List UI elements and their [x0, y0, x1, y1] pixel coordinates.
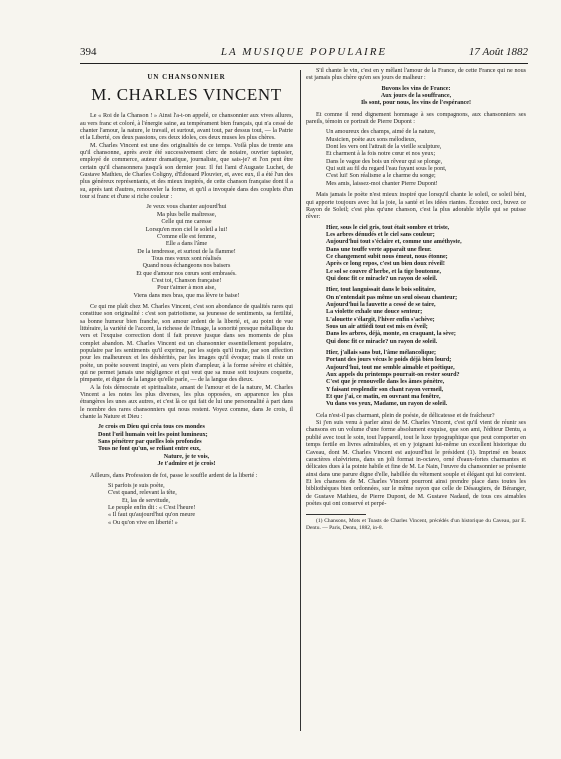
- verse-line: Qui donc fit ce miracle? un rayon de soleil.: [326, 275, 438, 282]
- verse-line: Pour t'aimer à mon aise,: [157, 285, 216, 292]
- poem-stanza: [80, 483, 293, 527]
- paragraph: Le « Roi de la Chanson ! » Ainsi l'a-t-on appelé, ce chansonnier aux vives allures, au vers franc et coloré, à l'énergie saine, au tempérament bien français, qui n'a cessé de chanter l'amour, la nature, le travail, et surtout, avant tout, par dessus tout, — la Patrie et la Liberté, ces deux passions, ces deux idoles, ces deux muses les plus chères.: [80, 113, 293, 142]
- footnote: (1) Chansons, Mots et Toasts de Charles Vincent, précédés d'un historique du Caveau, par E. Dentu. — Paris, Dentu, 1882, in-8.: [306, 518, 526, 531]
- poem-stanza: [326, 225, 526, 284]
- paragraph: Ailleurs, dans Profession de foi, passe le souffle ardent de la liberté :: [90, 472, 258, 479]
- verse-line: C'est toi, Chanson française!: [151, 277, 222, 284]
- article-kicker: UN CHANSONNIER: [147, 73, 226, 81]
- verse-line: Nature, je te vois,: [163, 453, 210, 460]
- verse-line: Et, las de servitude,: [122, 497, 170, 504]
- verse-line: C'est quand, relevant la tête,: [108, 490, 177, 497]
- verse-line: Je t'admire et je crois!: [157, 461, 216, 468]
- column-divider: [300, 70, 301, 731]
- poem-stanza: [326, 350, 526, 409]
- verse-line: Elle a dans l'âme: [165, 241, 208, 248]
- article-headline: M. CHARLES VINCENT: [91, 85, 282, 105]
- paragraph: Cela n'est-il pas charmant, plein de poésie, de délicatesse et de fraîcheur?: [316, 412, 495, 419]
- verse-line: Je veux vous chanter aujourd'hui: [146, 204, 227, 211]
- verse-line: On n'entendait pas même un seul oiseau chanteur;: [326, 294, 458, 301]
- verse-line: Ils sont, pour nous, les vins de l'espérance!: [360, 100, 472, 107]
- issue-date: 17 Août 1882: [468, 46, 528, 58]
- verse-line: « Ou qu'on vive en liberté! »: [108, 519, 178, 526]
- verse-line: Celle qui me caresse: [161, 219, 212, 226]
- verse-line: Tous mes vœux sont réalisés: [151, 255, 222, 262]
- verse-line: Lorsqu'en mon ciel le soleil a lui!: [145, 226, 228, 233]
- verse-line: Le peuple enfin dit : « C'est l'heure!: [108, 504, 196, 511]
- verse-line: Hier, j'allais sans but, l'âme mélancolique;: [326, 350, 436, 357]
- verse-line: Mes amis, laissez-moi chanter Pierre Dupont!: [326, 180, 438, 187]
- poem-stanza: [80, 204, 293, 299]
- verse-line: L'alouette s'élargit, l'hiver enfin s'achève;: [326, 316, 435, 323]
- verse-line: Hier, sous le ciel gris, tout était sombre et triste,: [326, 224, 450, 231]
- verse-line: Dont les vers ont l'attrait de la vieille sculpture,: [326, 144, 442, 151]
- verse-line: Aujourd'hui tout s'éclaire et, comme une améthyste,: [326, 239, 462, 246]
- verse-line: Ce changement subit nous émeut, nous étonne;: [326, 253, 448, 260]
- verse-line: La violette exhale une douce senteur;: [326, 309, 423, 316]
- verse-line: Les arbres dénudés et le ciel sans couleur;: [326, 231, 435, 238]
- verse-line: Dans une touffe verte apparaît une fleur.: [326, 246, 432, 253]
- running-header: [80, 46, 528, 60]
- poem-stanza: [326, 129, 526, 188]
- verse-line: Et charment à la fois notre cœur et nos yeux;: [326, 151, 436, 158]
- verse-line: C'est lui! Son réalisme a le charme du songe;: [326, 173, 436, 180]
- verse-line: Sans pénétrer par quelles lois profondes: [98, 439, 202, 446]
- verse-line: Un amoureux des champs, aimé de la nature,: [326, 129, 436, 136]
- verse-line: De la tendresse, et surtout de la flamme!: [137, 248, 236, 255]
- paragraph: Mais jamais le poète n'est mieux inspiré que lorsqu'il chante le soleil, ce soleil béni, qui apporte toujours avec lui la joie, la santé et les idées riantes. Écoutez ceci, buvez ce Rayon de Soleil; c'est plus qu'une chanson, c'est la plus adorable idylle qui se puisse rêver:: [306, 192, 526, 221]
- journal-title: LA MUSIQUE POPULAIRE: [220, 46, 388, 58]
- verse-line: Dont l'œil humain voit les point lumineux;: [98, 431, 208, 438]
- verse-line: Ma plus belle maîtresse,: [156, 211, 217, 218]
- verse-line: Je crois en Dieu qui créa tous ces mondes: [98, 424, 205, 431]
- page-number: 394: [80, 46, 97, 58]
- verse-line: Y faisant resplendir son chant rayon vermeil,: [326, 386, 444, 393]
- verse-line: Aux jours de la souffrance,: [380, 93, 452, 100]
- verse-line: Aujourd'hui, tout me semble aimable et poétique,: [326, 364, 455, 371]
- poem-stanza: [326, 287, 526, 346]
- verse-line: Aux appels du printemps pourrait-on rester sourd?: [326, 372, 460, 379]
- verse-line: Sous un air attiédi tout est mis en éveil;: [326, 324, 428, 330]
- paragraph: M. Charles Vincent est une des originalités de ce temps. Voilà plus de trente ans qu'il chansonne, après avoir été successivement clerc de notaire, ouvrier tapissier, employé de commerce, auteur dramatique, journaliste, que sais-je? et l'on peut être certain qu'il chansonnera jusqu'à son dernier jour. Il fut l'ami d'Auguste Luchet, de Gustave Mathieu, de Charles Coligny, d'Édouard Plouvier, et, avec eux, il a été l'un des plus généreux représentants, et des mieux inspirés, de cette chanson française dont il a su, après tant d'autres, renouveler la forme, et qu'il a invoquée dans des couplets d'un tour si franc et d'une si riche couleur :: [80, 142, 293, 201]
- verse-line: Tous ne font qu'un, se reliant entre eux,: [98, 446, 201, 453]
- footnote-rule: [306, 514, 366, 515]
- poem-stanza: [80, 424, 293, 468]
- verse-line: C'omme elle est femme,: [157, 233, 216, 240]
- paragraph: Ce qui me plaît chez M. Charles Vincent, c'est son abondance de qualités rares qui constitue son originalité : c'est son patriotisme, sa jeunesse de sentiments, sa fertilité, sa bonne humeur bien franche, son amour ardent de la liberté, et, au point de vue littéraire, la variété de l'accent, la richesse de l'image, la sonorité presque métallique du vers et l'exquise correction dont il fait preuve jusque dans ses moments de plus complet abandon. M. Charles Vincent est un chansonnier essentiellement populaire, populaire par les sentiments qu'il exprime, par les sujets qu'il traite, par son affection pour les malheureux et les déshérités, par les images qu'il évoque; mais il reste un poète, un poète souvent inspiré, au vers plein d'ampleur, à la forme sévère et châtiée, qui ne permet jamais une négligence et qui veut que sa muse soit toujours coquette, pimpante, et digne de la langue qu'elle parle, — de la langue des dieux.: [80, 303, 293, 384]
- verse-line: Et que j'ai, ce matin, en ouvrant ma fenêtre,: [326, 394, 441, 401]
- verse-line: Vu dans vos yeux, Madame, un rayon de soleil.: [326, 401, 448, 408]
- poem-stanza: [306, 86, 526, 108]
- verse-line: Qui donc fit ce miracle? un rayon de soleil.: [326, 338, 438, 345]
- verse-line: Et que d'amour nos cœurs sont embrasés.: [136, 270, 237, 277]
- verse-line: Quand nous échangeons nos baisers: [142, 263, 231, 270]
- verse-line: Dans les arbres, déjà, monte, en craquant, la sève;: [326, 331, 456, 338]
- verse-line: Musicien, poète aux sons mélodieux,: [326, 136, 417, 143]
- paragraph: A la fois démocrate et spiritualiste, amant de l'amour et de la nature, M. Charles Vincent a les notes les plus diverses, les plus opposées, en apparence les plus étrangères les unes aux autres, et c'est là ce qui fait de lui une personnalité à part dans le nombre des rares chansonniers qui nous restent. Voyez comme, dans Je crois, il chante la Nature et Dieu :: [80, 384, 293, 421]
- verse-line: Buvons les vins de France:: [381, 85, 451, 92]
- verse-line: Viens dans mes bras, que ma lèvre te baise!: [133, 292, 240, 299]
- verse-line: Hier, tout languissait dans le bois solitaire,: [326, 287, 436, 294]
- verse-line: Portant des jours vécus le poids déjà bien lourd;: [326, 357, 452, 364]
- verse-line: Aujourd'hui la fauvette a cessé de se taire,: [326, 301, 436, 308]
- verse-line: Le sol se couvre d'herbe, et la tige boutonne,: [326, 268, 441, 275]
- verse-line: Dans le vague des bois un rêveur qui se plonge,: [326, 158, 443, 165]
- header-rule: [80, 63, 528, 64]
- verse-line: « Il faut qu'aujourd'hui qu'on meure: [108, 512, 196, 519]
- verse-line: Après ce long repos, c'est un bien doux réveil!: [326, 261, 445, 268]
- paragraph: Si j'en suis venu à parler ainsi de M. Charles Vincent, c'est qu'il vient de réunir ses chansons en un volume d'une forme absolument exquise, que son ami, l'éditeur Dentu, a publié avec tout le soin, tout l'appareil, tout le luxe typographique que peut comporter en temps fertile en livres admirables, et en y joignant lui-même un excellent historique du Caveau, dont M. Charles Vincent est aujourd'hui le président (1). Imprimé en beaux caractères elzéviriens, dans un joli format in-octavo, orné d'eaux-fortes charmantes et délicates dues à la pointe habile et fine de M. Le Nain, l'œuvre du chansonnier se présente ainsi dans une parure digne d'elle, habillée du vêtement souple et élégant qui lui convient. Et les chansons de M. Charles Vincent pourront ainsi prendre place dans toutes les bibliothèques bien ordonnées, sur le même rayon que celle de Désaugiers, de Béranger, de Gustave Mathieu, de Pierre Dupont, de M. Gustave Nadaud, de tous ces aimables poètes qui ont conservé et perpé-: [306, 420, 526, 507]
- paragraph: S'il chante le vin, c'est en y mêlant l'amour de la France, de cette France qui ne nous est jamais plus chère qu'en ses jours de malheur :: [306, 68, 526, 82]
- paragraph: Et comme il rend dignement hommage à ses compagnons, aux chansonniers ses pareils, témoin ce portrait de Pierre Dupont :: [306, 111, 526, 126]
- left-column: [80, 68, 293, 531]
- verse-line: Qui suit au fil du regard l'eau fuyant sous le pont,: [326, 166, 447, 173]
- right-column: [306, 68, 526, 531]
- verse-line: C'est que je renouvelle dans les âmes pénètre,: [326, 379, 445, 386]
- verse-line: Si parfois je suis poète,: [108, 482, 165, 489]
